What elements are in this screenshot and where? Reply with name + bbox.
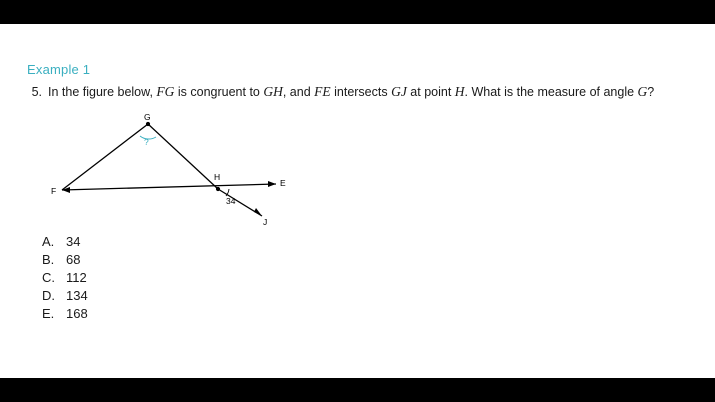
choice-b-letter: B. <box>42 252 55 267</box>
label-angle-34: 34 <box>226 196 236 206</box>
question-part-3: , and <box>282 85 315 99</box>
segment-fe <box>62 184 276 190</box>
choice-a[interactable] <box>42 234 88 252</box>
math-g: G <box>637 84 648 99</box>
math-fg: FG <box>156 84 175 99</box>
choice-a-letter: A. <box>42 234 55 249</box>
choice-e[interactable] <box>42 306 88 324</box>
label-angle-unknown: ? <box>144 137 149 147</box>
letterbox-top <box>0 0 715 24</box>
question-part-2: is congruent to <box>174 85 264 99</box>
math-gj: GJ <box>391 84 407 99</box>
choice-b-value: 68 <box>66 252 81 267</box>
question-part-4: intersects <box>330 85 392 99</box>
label-h: H <box>214 172 221 182</box>
arrowhead-f <box>62 187 70 193</box>
segment-gh <box>148 124 221 189</box>
math-fe: FE <box>314 84 331 99</box>
choice-e-letter: E. <box>42 306 55 321</box>
choice-a-value: 34 <box>66 234 81 249</box>
label-j: J <box>263 217 268 227</box>
choice-b[interactable] <box>42 252 88 270</box>
question-part-6: . What is the measure of angle <box>464 85 638 99</box>
question-part-1: In the figure below, <box>48 85 157 99</box>
vertex-g <box>146 122 150 126</box>
label-f: F <box>51 186 57 196</box>
question-text <box>20 82 680 102</box>
label-g: G <box>144 112 151 122</box>
choice-d-value: 134 <box>66 288 88 303</box>
figure-svg <box>30 112 330 237</box>
question-number: 5. <box>31 85 42 99</box>
arrowhead-e <box>268 181 276 187</box>
question-part-5: at point <box>406 85 455 99</box>
arrowhead-j <box>254 208 262 216</box>
geometry-figure <box>30 112 330 237</box>
choice-c[interactable] <box>42 270 88 288</box>
math-h: H <box>454 84 465 99</box>
choice-c-value: 112 <box>66 270 87 285</box>
vertex-h <box>216 187 220 191</box>
choice-c-letter: C. <box>42 270 55 285</box>
example-label: Example 1 <box>27 62 91 77</box>
choice-d[interactable] <box>42 288 88 306</box>
math-gh: GH <box>263 84 283 99</box>
choice-d-letter: D. <box>42 288 55 303</box>
segment-fg <box>62 124 148 190</box>
slide-content <box>0 24 715 378</box>
label-e: E <box>280 178 286 188</box>
question-part-7: ? <box>647 85 655 99</box>
letterbox-bottom <box>0 378 715 402</box>
choice-e-value: 168 <box>66 306 88 321</box>
answer-choices <box>42 234 88 324</box>
